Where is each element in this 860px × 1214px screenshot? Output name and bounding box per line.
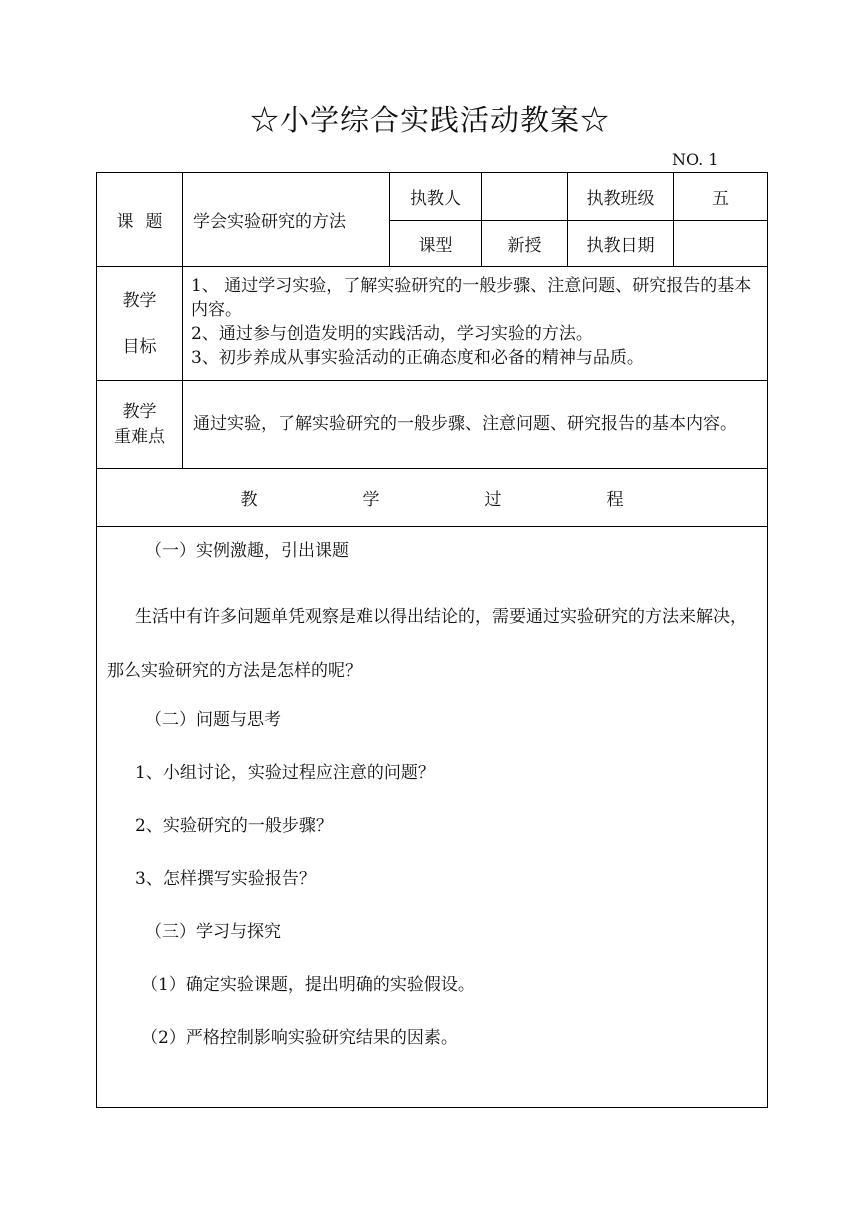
- class-value: 五: [674, 173, 768, 221]
- page-title: ☆小学综合实践活动教案☆: [249, 103, 610, 137]
- question-item: 3、怎样撰写实验报告？: [135, 869, 316, 889]
- section-body: 生活中有许多问题单凭观察是难以得出结论的，需要通过实验研究的方法来解决，那么实验研究的方法是怎样的呢？: [107, 607, 747, 681]
- difficulty-label-line1: 教学: [122, 401, 157, 422]
- process-heading-char: 过: [484, 490, 502, 510]
- goal-item: 2、通过参与创造发明的实践活动，学习实验的方法。: [191, 323, 593, 344]
- topic-label: 课题: [97, 173, 183, 267]
- study-item: （2）严格控制影响实验研究结果的因素。: [141, 1028, 458, 1048]
- question-item: 2、实验研究的一般步骤？: [135, 816, 333, 836]
- goals-label-line1: 教学: [122, 290, 157, 311]
- document-number: NO. 1: [672, 150, 719, 169]
- teacher-label: 执教人: [390, 173, 482, 221]
- difficulty-content: 通过实验，了解实验研究的一般步骤、注意问题、研究报告的基本内容。: [183, 381, 768, 469]
- date-value[interactable]: [674, 221, 768, 267]
- teacher-value[interactable]: [482, 173, 568, 221]
- section-title: （三）学习与探究: [145, 922, 281, 942]
- topic-value: 学会实验研究的方法: [183, 173, 390, 267]
- goals-label: [97, 267, 183, 381]
- goals-label-line2: 目标: [122, 336, 157, 357]
- lesson-type-label: 课型: [390, 221, 482, 267]
- study-item: （1）确定实验课题，提出明确的实验假设。: [141, 975, 475, 995]
- process-heading-char: 学: [362, 490, 380, 510]
- section-title: （二）问题与思考: [145, 710, 281, 730]
- process-heading: [97, 469, 768, 527]
- class-label: 执教班级: [568, 173, 674, 221]
- process-heading-char: 教: [240, 490, 258, 510]
- section-title: （一）实例激趣，引出课题: [145, 541, 349, 561]
- question-item: 1、小组讨论，实验过程应注意的问题？: [135, 763, 435, 783]
- goals-content: [183, 267, 768, 381]
- process-content: [97, 527, 768, 1108]
- difficulty-label: [97, 381, 183, 469]
- process-heading-char: 程: [606, 490, 624, 510]
- lesson-type-value: 新授: [482, 221, 568, 267]
- lesson-plan-table: [96, 172, 768, 1108]
- date-label: 执教日期: [568, 221, 674, 267]
- difficulty-label-line2: 重难点: [114, 426, 165, 447]
- goal-item: 1、 通过学习实验，了解实验研究的一般步骤、注意问题、研究报告的基本内容。: [191, 275, 752, 320]
- goal-item: 3、初步养成从事实验活动的正确态度和必备的精神与品质。: [191, 347, 644, 368]
